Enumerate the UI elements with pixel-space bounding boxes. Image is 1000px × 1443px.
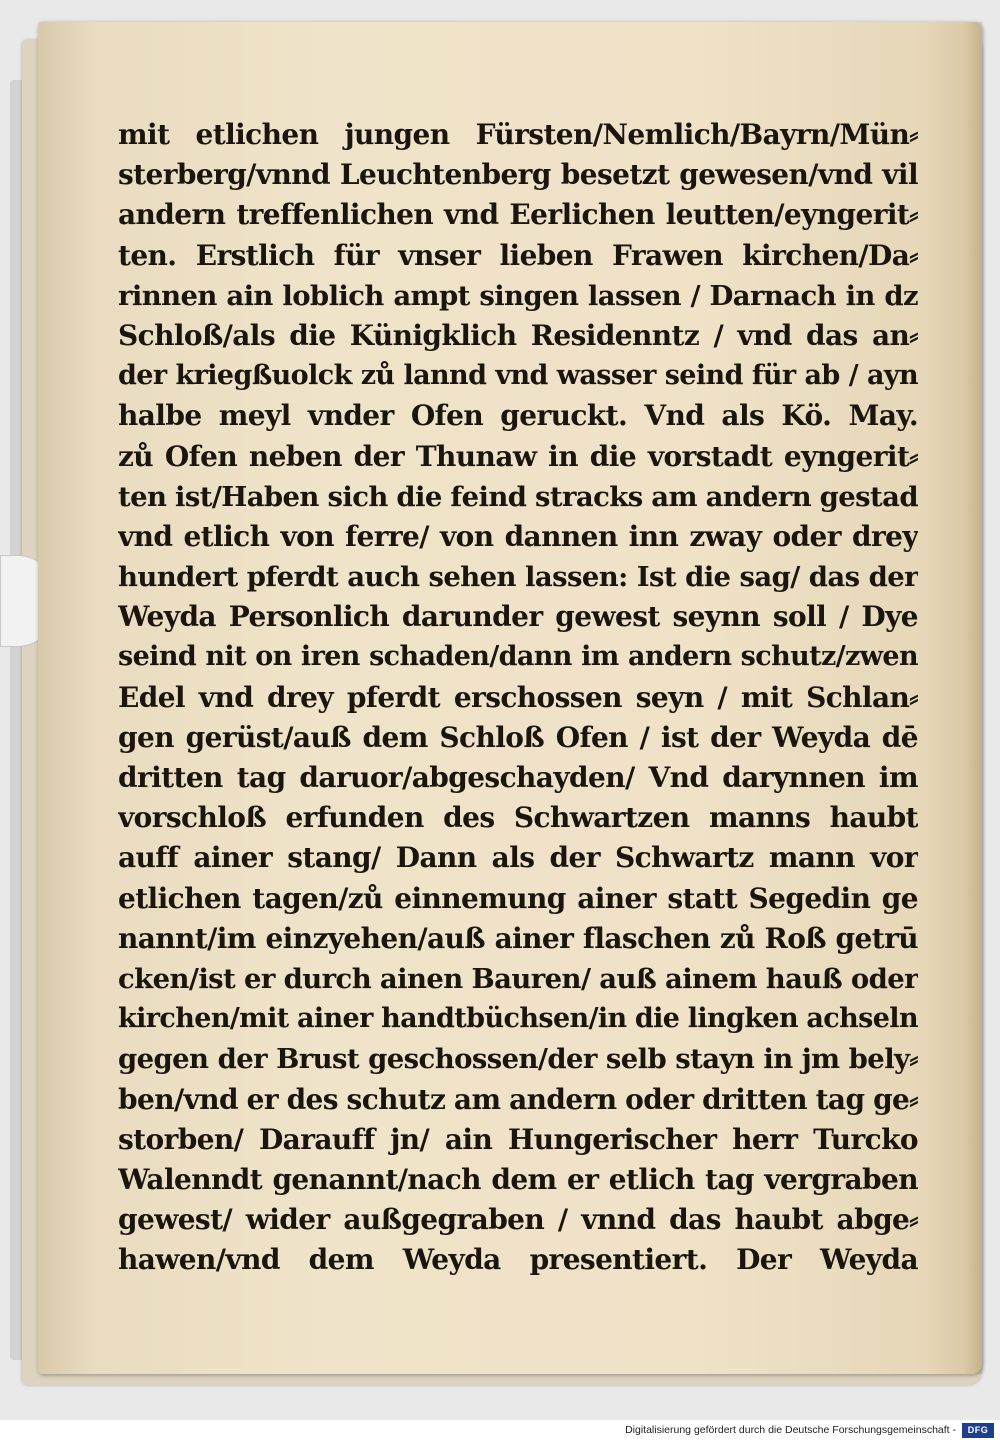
text-line: dritten tag daruor/abgeschayden/ Vnd darynnen im [118, 761, 918, 794]
page-text-block [118, 115, 918, 1280]
text-line: gen gerüst/auß dem Schloß Ofen / ist der Weyda dē [118, 720, 918, 754]
dfg-logo-icon: DFG [962, 1423, 994, 1438]
text-line: nannt/im einzyehen/auß ainer flaschen zů Roß getrū [118, 921, 918, 955]
text-line: halbe meyl vnder Ofen geruckt. Vnd als Kö. May. [118, 399, 918, 433]
text-line: andern treffenlichen vnd Eerlichen leutten/eyngerit⸗ [118, 198, 918, 232]
text-line: gegen der Brust geschossen/der selb stayn in jm bely⸗ [118, 1043, 918, 1076]
text-line: vorschloß erfunden des Schwartzen manns haubt [118, 801, 918, 835]
text-line: storben/ Darauff jn/ ain Hungerischer herr Turcko [118, 1122, 918, 1156]
text-line: Edel vnd drey pferdt erschossen seyn / mit Schlan⸗ [118, 680, 918, 714]
text-line: ten. Erstlich für vnser lieben Frawen kirchen/Da⸗ [118, 238, 918, 272]
text-line: Schloß/als die Künigklich Residenntz / vnd das an⸗ [118, 318, 918, 352]
book-page [38, 22, 982, 1374]
text-line: zů Ofen neben der Thunaw in die vorstadt eyngerit⸗ [118, 439, 918, 473]
text-line: gewest/ wider außgegraben / vnnd das haubt abge⸗ [118, 1203, 918, 1237]
text-line: kirchen/mit ainer handtbüchsen/in die lingken achseln [118, 1003, 918, 1035]
page-edge-shadow [964, 22, 982, 1374]
funding-credit: Digitalisierung gefördert durch die Deutsche Forschungsgemeinschaft - [625, 1424, 956, 1436]
text-line: seind nit on iren schaden/dann im andern schutz/zwen [118, 641, 918, 673]
text-line: hundert pferdt auch sehen lassen: Ist die sag/ das der [118, 561, 918, 594]
text-line: ben/vnd er des schutz am andern oder dritten tag ge⸗ [118, 1082, 918, 1116]
text-line: etlichen tagen/zů einnemung ainer statt Segedin ge [118, 881, 918, 915]
text-line: rinnen ain loblich ampt singen lassen / Darnach in dz [118, 279, 918, 312]
text-line: auff ainer stang/ Dann als der Schwartz mann vor [118, 841, 918, 875]
text-line: der kriegßuolck zů lannd vnd wasser seind für ab / ayn [118, 360, 918, 392]
text-line: Walenndt genannt/nach dem er etlich tag vergraben [118, 1162, 918, 1196]
text-line: cken/ist er durch ainen Bauren/ auß ainem hauß oder [118, 962, 918, 995]
text-line: sterberg/vnnd Leuchtenberg besetzt gewesen/vnd vil [118, 158, 918, 192]
text-line: ten ist/Haben sich die feind stracks am andern gestad [118, 480, 918, 513]
text-line: Weyda Personlich darunder gewest seynn soll / Dye [118, 600, 918, 634]
text-line: vnd etlich von ferre/ von dannen inn zway oder drey [118, 519, 918, 553]
text-line: hawen/vnd dem Weyda presentiert. Der Weyda [118, 1243, 918, 1277]
footer-bar [0, 1420, 1000, 1443]
text-line: mit etlichen jungen Fürsten/Nemlich/Bayrn/Mün⸗ [118, 118, 918, 151]
